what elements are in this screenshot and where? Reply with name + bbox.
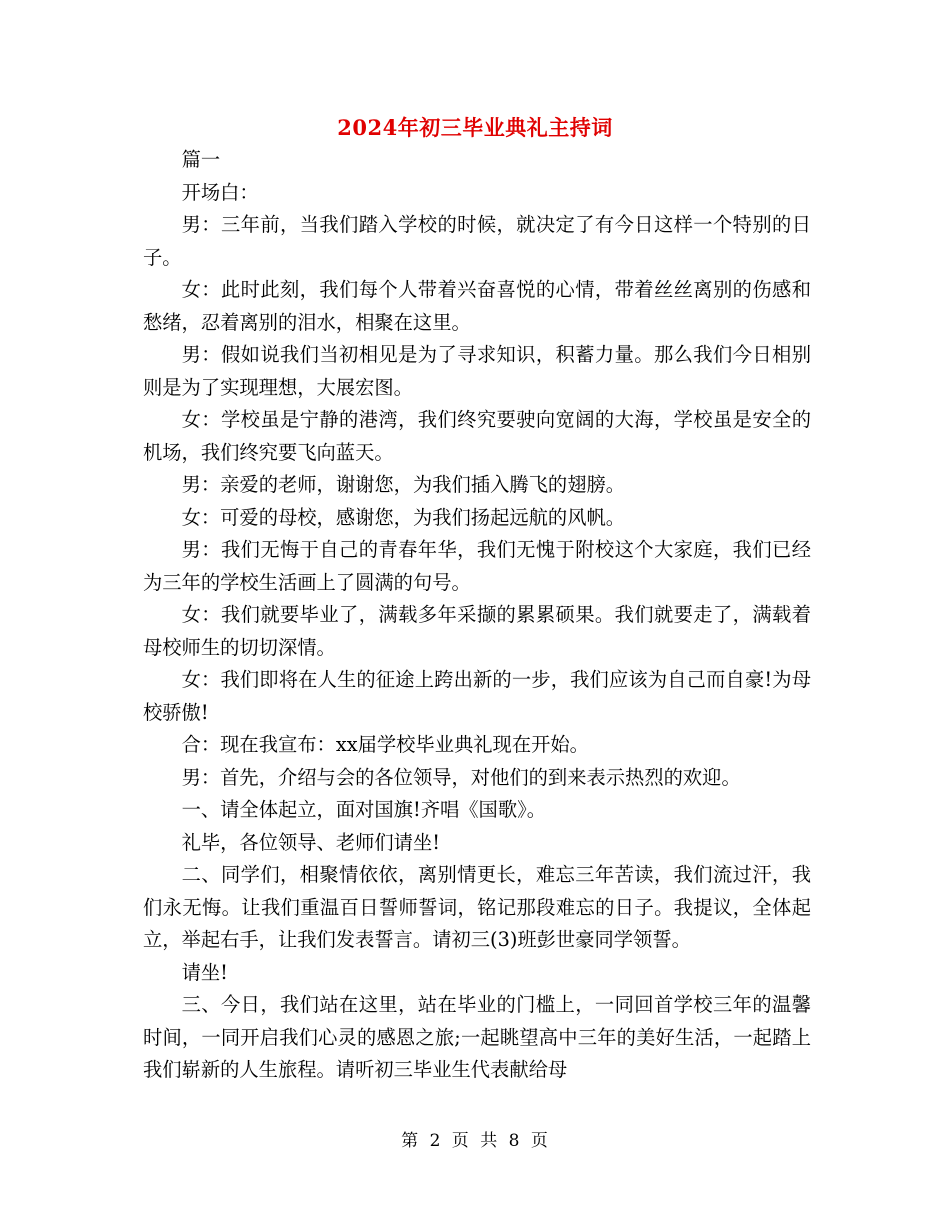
paragraph: 女：我们即将在人生的征途上跨出新的一步，我们应该为自己而自豪!为母校骄傲! — [143, 668, 811, 724]
paragraph: 男：亲爱的老师，谢谢您，为我们插入腾飞的翅膀。 — [181, 473, 626, 496]
paragraph: 女：可爱的母校，感谢您，为我们扬起远航的风帆。 — [181, 505, 626, 529]
paragraph: 男：假如说我们当初相见是为了寻求知识，积蓄力量。那么我们今日相别则是为了实现理想，大展宏图。 — [143, 343, 811, 399]
document-body — [143, 144, 811, 1087]
paragraph: 男：首先，介绍与会的各位领导，对他们的到来表示热烈的欢迎。 — [181, 765, 741, 789]
paragraph: 男：三年前，当我们踏入学校的时候，就决定了有今日这样一个特别的日子。 — [143, 213, 811, 269]
paragraph: 合：现在我宣布：xx届学校毕业典礼现在开始。 — [181, 733, 589, 756]
document-title: 2024年初三毕业典礼主持词 — [337, 115, 613, 140]
paragraph: 请坐! — [181, 960, 228, 984]
paragraph-opening-label: 开场白： — [181, 180, 259, 204]
paragraph: 女：我们就要毕业了，满载多年采撷的累累硕果。我们就要走了，满载着母校师生的切切深情。 — [143, 603, 811, 659]
paragraph-section-label: 篇一 — [181, 148, 221, 171]
paragraph: 男：我们无悔于自己的青春年华，我们无愧于附校这个大家庭，我们已经为三年的学校生活画上了圆满的句号。 — [143, 538, 811, 594]
paragraph: 礼毕，各位领导、老师们请坐! — [181, 830, 440, 854]
paragraph: 女：学校虽是宁静的港湾，我们终究要驶向宽阔的大海，学校虽是安全的机场，我们终究要飞向蓝天。 — [143, 408, 811, 464]
paragraph: 一、请全体起立，面对国旗!齐唱《国歌》。 — [181, 798, 547, 821]
page-number-footer: 第 2 页 共 8 页 — [401, 1131, 549, 1151]
paragraph: 三、今日，我们站在这里，站在毕业的门槛上，一同回首学校三年的温馨时间，一同开启我们心灵的感恩之旅;一起眺望高中三年的美好生活，一起踏上我们崭新的人生旅程。请听初三毕业生代表献给母 — [143, 993, 811, 1081]
paragraph: 二、同学们，相聚情依依，离别情更长，难忘三年苦读，我们流过汗，我们永无悔。让我们重温百日誓师誓词，铭记那段难忘的日子。我提议，全体起立，举起右手，让我们发表誓言。请初三(3)班彭世豪同学领誓。 — [143, 863, 811, 951]
paragraph: 女：此时此刻，我们每个人带着兴奋喜悦的心情，带着丝丝离别的伤感和愁绪，忍着离别的泪水，相聚在这里。 — [143, 278, 811, 334]
